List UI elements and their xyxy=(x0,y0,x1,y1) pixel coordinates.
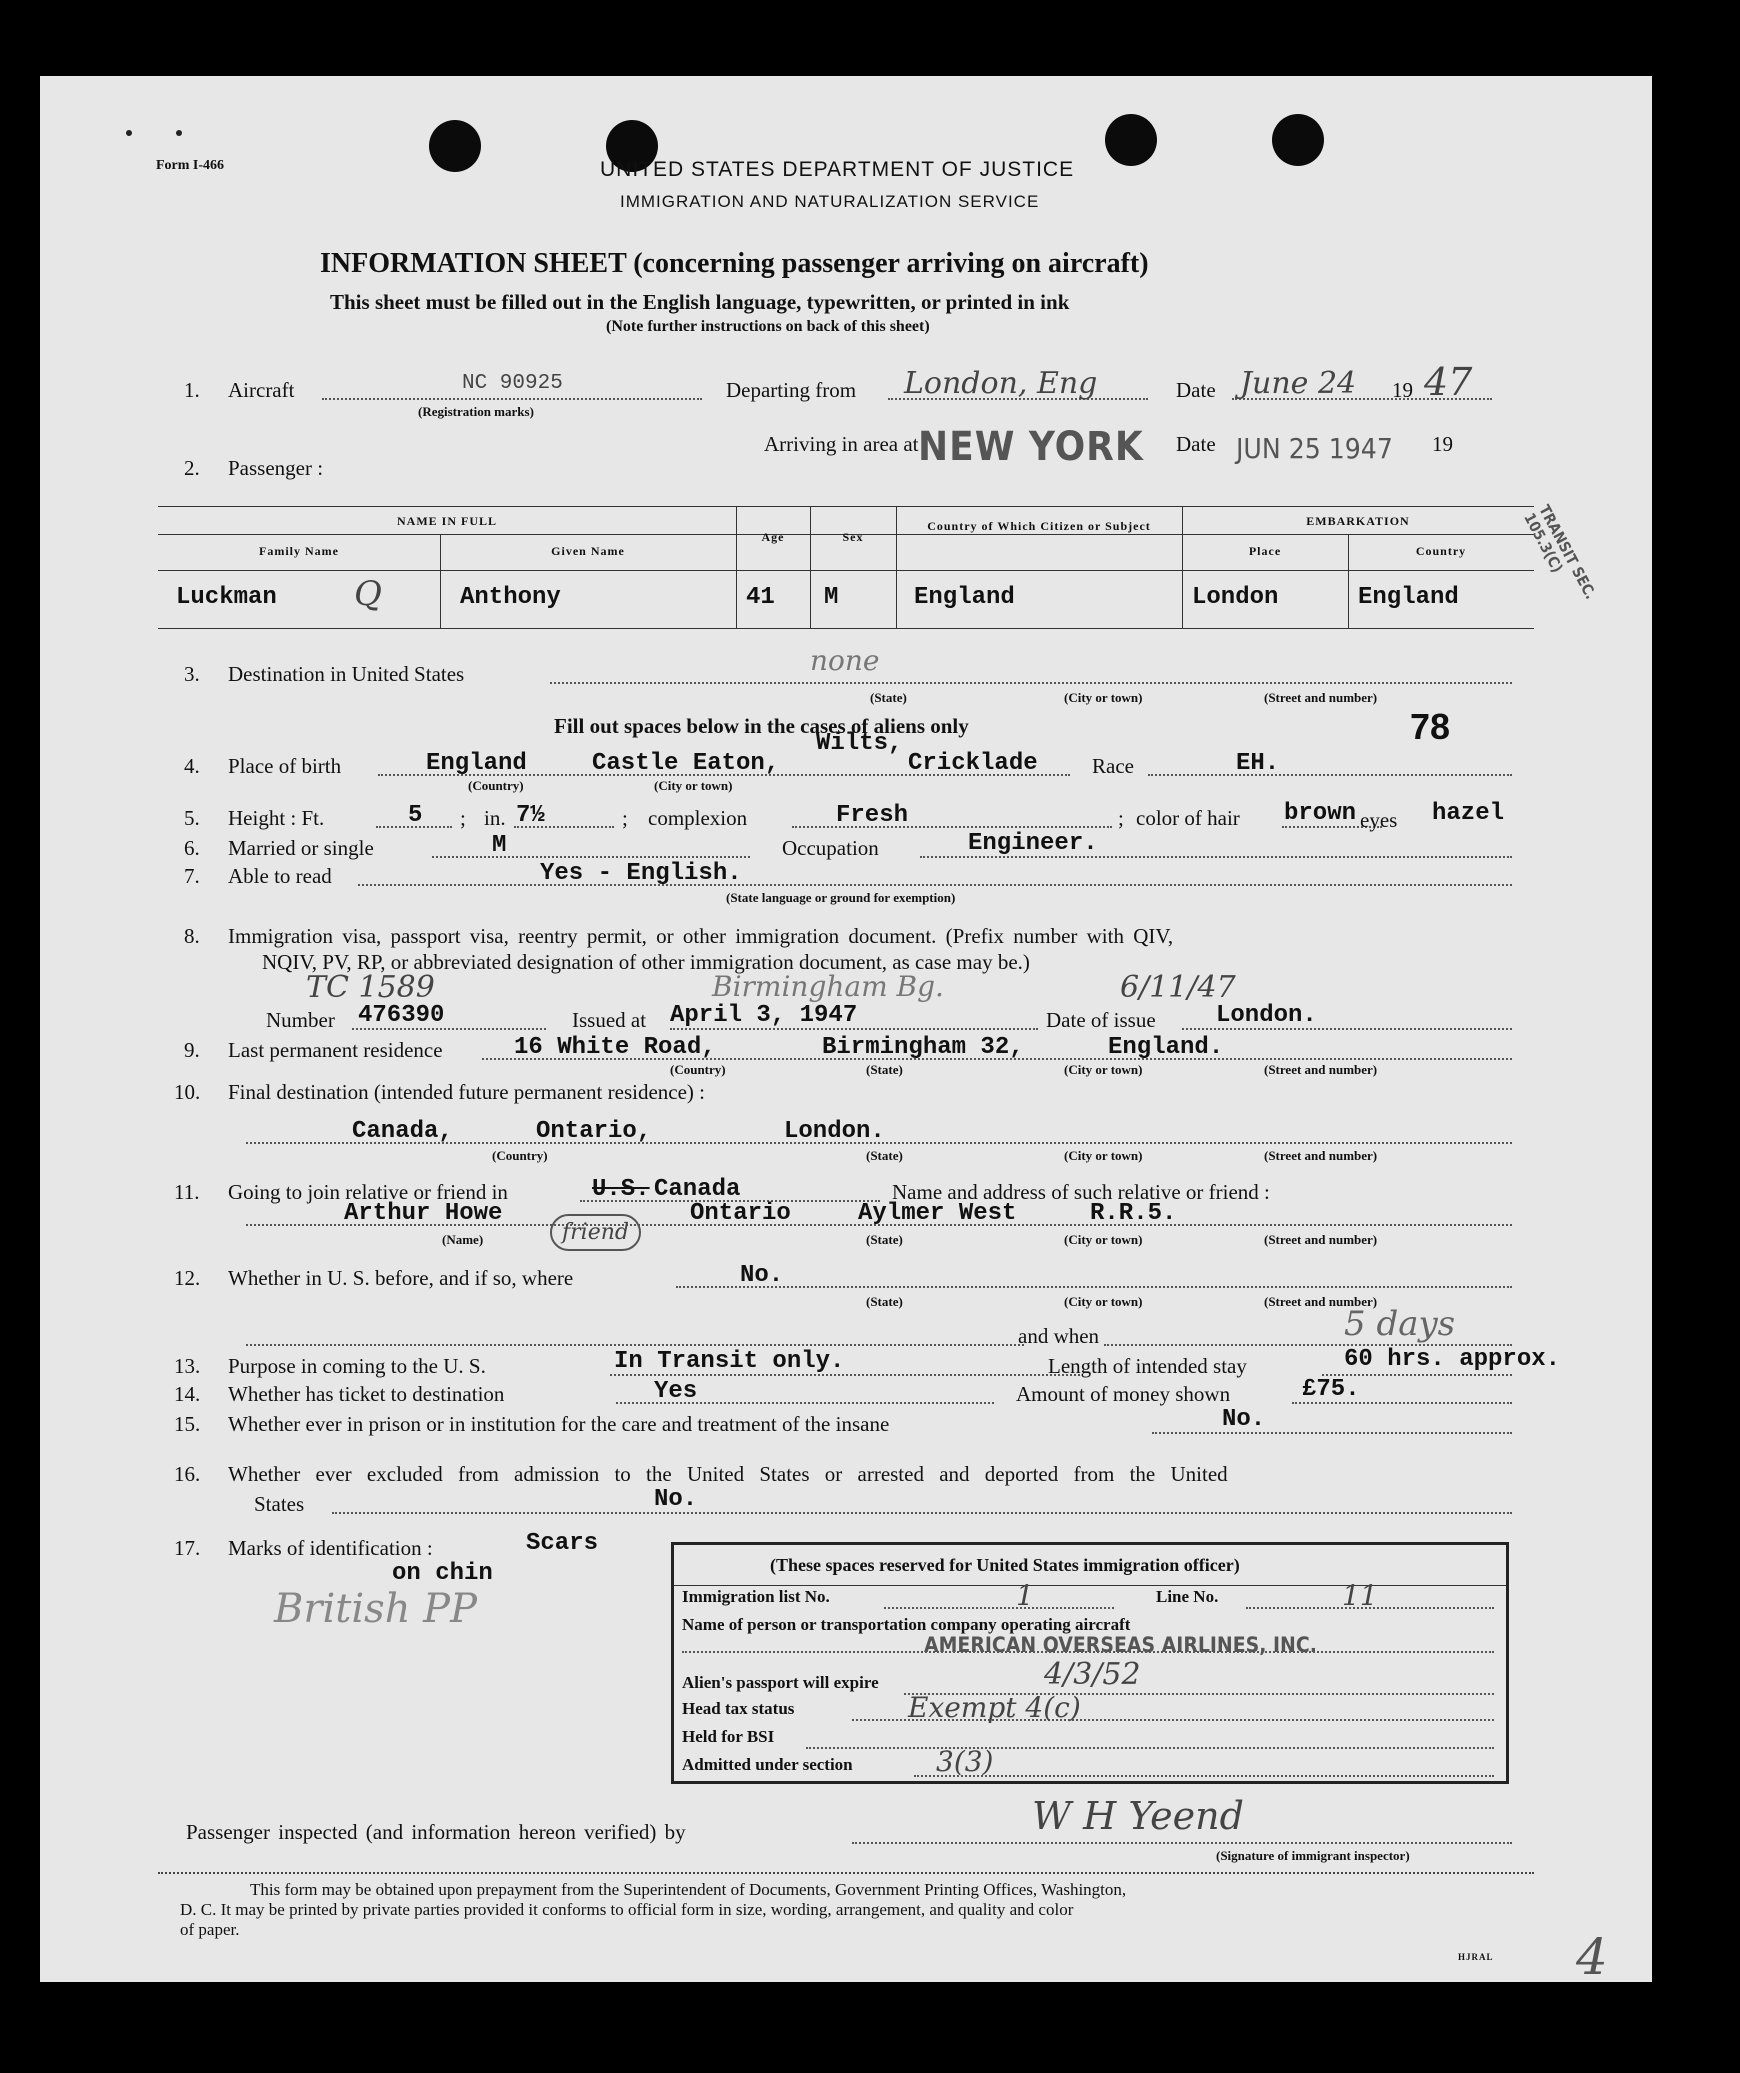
caption-city: (City or town) xyxy=(1064,690,1143,705)
complexion-label: complexion xyxy=(648,806,748,830)
read-label: Able to read xyxy=(228,864,332,888)
arriving-label: Arriving in area at xyxy=(764,432,919,456)
item-number: 8. xyxy=(184,924,200,948)
complexion-value: Fresh xyxy=(836,802,909,829)
friend-street: R.R.5. xyxy=(1090,1200,1177,1227)
item-number: 7. xyxy=(184,864,200,888)
inspection-label: Passenger inspected (and information hereon verified) by xyxy=(186,1820,686,1844)
number-value: 476390 xyxy=(358,1002,445,1029)
read-caption: (State language or ground for exemption) xyxy=(726,890,956,905)
join-struck: U.S. xyxy=(592,1176,650,1203)
date-issue-value: London. xyxy=(1216,1002,1317,1029)
excluded-label-2: States xyxy=(254,1492,305,1516)
stay-label: Length of intended stay xyxy=(1048,1354,1247,1378)
before-line xyxy=(676,1286,1512,1288)
table-top-rule xyxy=(158,506,1534,507)
excluded-line xyxy=(332,1512,1512,1514)
arrival-century: 19 xyxy=(1432,432,1453,456)
excluded-value: No. xyxy=(654,1486,698,1513)
service-title: IMMIGRATION AND NATURALIZATION SERVICE xyxy=(620,192,1040,211)
col-divider xyxy=(736,506,737,628)
ticket-value: Yes xyxy=(654,1378,698,1405)
caption-city: (City or town) xyxy=(1064,1232,1143,1247)
caption-state: (State) xyxy=(866,1294,903,1309)
height-inches: 7½ xyxy=(516,802,545,829)
header-country-citizen: Country of Which Citizen or Subject xyxy=(927,519,1151,533)
cell-emb-country: England xyxy=(1358,584,1459,611)
arrival-date-label: Date xyxy=(1176,432,1216,456)
item-number: 4. xyxy=(184,754,200,778)
caption-city: (City or town) xyxy=(1064,1294,1143,1309)
hand-issued: Birmingham Bg. xyxy=(712,970,944,1003)
punch-hole-1 xyxy=(429,120,481,172)
marks-value-2: on chin xyxy=(392,1560,493,1587)
cell-sex: M xyxy=(824,584,839,611)
form-sheet xyxy=(40,76,1652,1986)
married-line xyxy=(432,856,750,858)
birth-country: England xyxy=(426,750,527,777)
join-value: Canada xyxy=(654,1176,741,1203)
signature-caption: (Signature of immigrant inspector) xyxy=(1216,1848,1410,1863)
marks-label: Marks of identification : xyxy=(228,1536,433,1560)
aircraft-label: Aircraft xyxy=(228,378,295,402)
separator: ; xyxy=(460,806,466,830)
punch-hole-3 xyxy=(1105,114,1157,166)
residence-country: England. xyxy=(1108,1034,1224,1061)
eyes-value: hazel xyxy=(1432,800,1505,827)
instruction-note: (Note further instructions on back of this sheet) xyxy=(606,318,930,335)
height-label: Height : Ft. xyxy=(228,806,325,830)
item-number: 10. xyxy=(174,1080,201,1104)
headtax-label: Head tax status xyxy=(682,1699,795,1718)
document-text-1: Immigration visa, passport visa, reentry permit, or other immigration document. (Prefix number with QIV, xyxy=(228,924,1174,948)
caption-city: (City or town) xyxy=(1064,1062,1143,1077)
caption-country: (Country) xyxy=(670,1062,726,1077)
hand-mark: Q xyxy=(354,574,382,614)
date-century: 19 xyxy=(1392,378,1413,402)
item-number: 11. xyxy=(174,1180,200,1204)
passport-label: Alien's passport will expire xyxy=(682,1673,879,1692)
cell-emb-place: London xyxy=(1192,584,1279,611)
transit-stamp: TRANSIT SEC. 105.3(C) xyxy=(1520,501,1600,603)
headtax-value: Exempt 4(c) xyxy=(908,1691,1081,1724)
cell-citizen: England xyxy=(914,584,1015,611)
item-number: 5. xyxy=(184,806,200,830)
item-number: 6. xyxy=(184,836,200,860)
marks-value-1: Scars xyxy=(526,1530,599,1557)
money-label: Amount of money shown xyxy=(1016,1382,1231,1406)
caption-state: (State) xyxy=(870,690,907,705)
friend-city: Aylmer West xyxy=(858,1200,1017,1227)
issued-value: April 3, 1947 xyxy=(670,1002,858,1029)
caption-name: (Name) xyxy=(442,1232,484,1247)
bsi-line xyxy=(806,1747,1494,1749)
officer-rule xyxy=(674,1585,1506,1586)
header-family-name: Family Name xyxy=(259,544,339,558)
page-mark: 4 xyxy=(1576,1928,1608,1986)
header-given-name: Given Name xyxy=(551,544,625,558)
number-label: Number xyxy=(266,1008,335,1032)
line-label: Line No. xyxy=(1156,1587,1219,1606)
caption-state: (State) xyxy=(866,1062,903,1077)
passenger-label: Passenger : xyxy=(228,456,324,480)
header-sex: Sex xyxy=(842,530,864,544)
race-line xyxy=(1148,774,1512,776)
item-number: 17. xyxy=(174,1536,201,1560)
item-number: 13. xyxy=(174,1354,201,1378)
departing-value: London, Eng xyxy=(904,366,1098,401)
hand-date: 6/11/47 xyxy=(1120,970,1236,1005)
passport-value: 4/3/52 xyxy=(1044,1657,1141,1692)
item-number: 1. xyxy=(184,378,200,402)
friend-name: Arthur Howe xyxy=(344,1200,503,1227)
item-number: 3. xyxy=(184,662,200,686)
caption-street: (Street and number) xyxy=(1264,1148,1378,1163)
hair-label: color of hair xyxy=(1136,806,1240,830)
sheet-number: 78 xyxy=(1410,706,1451,747)
header-age: Age xyxy=(761,530,785,544)
purpose-value: In Transit only. xyxy=(614,1348,845,1375)
item-number: 16. xyxy=(174,1462,201,1486)
separator: ; xyxy=(1118,806,1124,830)
caption-street: (Street and number) xyxy=(1264,1062,1378,1077)
company-stamp: AMERICAN OVERSEAS AIRLINES, INC. xyxy=(924,1633,1317,1657)
item-number: 2. xyxy=(184,456,200,480)
join-label: Going to join relative or friend in xyxy=(228,1180,508,1204)
prison-value: No. xyxy=(1222,1406,1266,1433)
birth-town: Castle Eaton, xyxy=(592,750,780,777)
read-line xyxy=(358,884,1512,886)
birth-place: Cricklade xyxy=(908,750,1038,777)
residence-city: Birmingham 32, xyxy=(822,1034,1024,1061)
bsi-label: Held for BSI xyxy=(682,1727,775,1746)
caption-country: (Country) xyxy=(492,1148,548,1163)
stay-value: 60 hrs. approx. xyxy=(1344,1346,1561,1373)
hair-value: brown xyxy=(1284,800,1357,827)
arriving-stamp: NEW YORK xyxy=(918,424,1144,470)
item-number: 14. xyxy=(174,1382,201,1406)
item-number: 12. xyxy=(174,1266,201,1290)
caption-city: (City or town) xyxy=(1064,1148,1143,1163)
inspector-signature: W H Yeend xyxy=(1032,1794,1244,1838)
aliens-heading: Fill out spaces below in the cases of aliens only xyxy=(554,714,969,738)
list-value: 1 xyxy=(1016,1579,1034,1612)
caption-street: (Street and number) xyxy=(1264,1294,1378,1309)
company-label: Name of person or transportation company operating aircraft xyxy=(682,1615,1131,1634)
before-label: Whether in U. S. before, and if so, where xyxy=(228,1266,574,1290)
married-value: M xyxy=(492,832,507,859)
read-value: Yes - English. xyxy=(540,860,742,887)
destination-value: none xyxy=(810,644,880,677)
hand-note: British PP xyxy=(274,1586,478,1632)
arrival-date-stamp: JUN 25 1947 xyxy=(1236,432,1393,465)
destination-label: Destination in United States xyxy=(228,662,465,686)
cell-family-name: Luckman xyxy=(176,584,277,611)
signature-line xyxy=(852,1842,1512,1844)
section-line xyxy=(914,1775,1494,1777)
inches-label: in. xyxy=(484,806,506,830)
residence-label: Last permanent residence xyxy=(228,1038,443,1062)
separator: ; xyxy=(622,806,628,830)
final-state: Ontario, xyxy=(536,1118,652,1145)
footer-rule xyxy=(158,1872,1534,1874)
caption-country: (Country) xyxy=(468,778,524,793)
form-number: Form I-466 xyxy=(156,158,225,173)
instruction: This sheet must be filled out in the English language, typewritten, or printed in ink xyxy=(330,290,1070,314)
hand-relation: friend xyxy=(550,1214,641,1251)
excluded-label-1: Whether ever excluded from admission to the United States or arrested and deported from the United xyxy=(228,1462,1228,1486)
department-title: UNITED STATES DEPARTMENT OF JUSTICE xyxy=(600,158,1075,181)
page-title: INFORMATION SHEET (concerning passenger arriving on aircraft) xyxy=(320,248,1149,279)
money-value: £75. xyxy=(1302,1376,1360,1403)
item-number: 15. xyxy=(174,1412,201,1436)
header-country: Country xyxy=(1415,544,1467,558)
hand-stay: 5 days xyxy=(1344,1304,1456,1344)
final-city: London. xyxy=(784,1118,885,1145)
caption-street: (Street and number) xyxy=(1264,1232,1378,1247)
line-value: 11 xyxy=(1342,1579,1378,1612)
date-issue-label: Date of issue xyxy=(1046,1008,1156,1032)
race-label: Race xyxy=(1092,754,1134,778)
officer-box xyxy=(671,1542,1509,1784)
occupation-value: Engineer. xyxy=(968,830,1098,857)
race-value: EH. xyxy=(1236,750,1280,777)
footer-line-2: D. C. It may be printed by private parties provided it conforms to official form in size, wording, arrangement, and quality and color xyxy=(180,1900,1074,1919)
issued-label: Issued at xyxy=(572,1008,647,1032)
item-number: 9. xyxy=(184,1038,200,1062)
friend-state: Ontario xyxy=(690,1200,791,1227)
aircraft-value: NC 90925 xyxy=(462,372,563,395)
final-country: Canada, xyxy=(352,1118,453,1145)
speck xyxy=(176,130,182,136)
when-label: and when xyxy=(1018,1324,1100,1348)
speck xyxy=(126,130,132,136)
birth-county: Wilts, xyxy=(816,730,903,757)
final-destination-label: Final destination (intended future permanent residence) : xyxy=(228,1080,706,1104)
header-embarkation: EMBARKATION xyxy=(1306,514,1410,528)
header-place: Place xyxy=(1248,544,1282,558)
caption-state: (State) xyxy=(866,1148,903,1163)
when-line-left xyxy=(246,1344,1024,1346)
list-line xyxy=(884,1607,1114,1609)
height-feet: 5 xyxy=(408,802,423,829)
name-address-label: Name and address of such relative or friend : xyxy=(892,1180,1270,1204)
prison-line xyxy=(1152,1432,1512,1434)
prison-label: Whether ever in prison or in institution for the care and treatment of the insane xyxy=(228,1412,890,1436)
before-value: No. xyxy=(740,1262,784,1289)
purpose-label: Purpose in coming to the U. S. xyxy=(228,1354,486,1378)
list-label: Immigration list No. xyxy=(682,1587,830,1606)
registration-caption: (Registration marks) xyxy=(418,404,534,419)
section-value: 3(3) xyxy=(936,1745,994,1778)
married-label: Married or single xyxy=(228,836,374,860)
printer-mark: HJRAL xyxy=(1458,1952,1494,1962)
officer-heading: (These spaces reserved for United States immigration officer) xyxy=(770,1555,1240,1575)
punch-hole-4 xyxy=(1272,114,1324,166)
section-label: Admitted under section xyxy=(682,1755,853,1774)
footer-line-1: This form may be obtained upon prepayment from the Superintendent of Documents, Government Printing Offices, Washington, xyxy=(250,1880,1127,1899)
ticket-label: Whether has ticket to destination xyxy=(228,1382,505,1406)
destination-line xyxy=(550,682,1512,684)
caption-street: (Street and number) xyxy=(1264,690,1378,705)
caption-city: (City or town) xyxy=(654,778,733,793)
footer-line-3: of paper. xyxy=(180,1920,240,1939)
cell-age: 41 xyxy=(746,584,775,611)
document-text-2: NQIV, PV, RP, or abbreviated designation of other immigration document, as case may be.) xyxy=(262,950,1030,974)
date-label: Date xyxy=(1176,378,1216,402)
residence-street: 16 White Road, xyxy=(514,1034,716,1061)
col-divider xyxy=(810,506,811,628)
table-bottom-rule xyxy=(158,628,1534,629)
col-divider xyxy=(896,506,897,628)
birthplace-label: Place of birth xyxy=(228,754,342,778)
occupation-label: Occupation xyxy=(782,836,879,860)
departure-date-value: June 24 xyxy=(1240,366,1357,401)
hand-tc-number: TC 1589 xyxy=(306,970,435,1005)
cell-given-name: Anthony xyxy=(460,584,561,611)
departing-label: Departing from xyxy=(726,378,857,402)
aircraft-line xyxy=(322,398,702,400)
header-name-in-full: NAME IN FULL xyxy=(396,514,497,528)
date-year: 47 xyxy=(1424,360,1473,404)
caption-state: (State) xyxy=(866,1232,903,1247)
eyes-label: eyes xyxy=(1360,808,1398,832)
table-header-rule xyxy=(158,570,1534,571)
